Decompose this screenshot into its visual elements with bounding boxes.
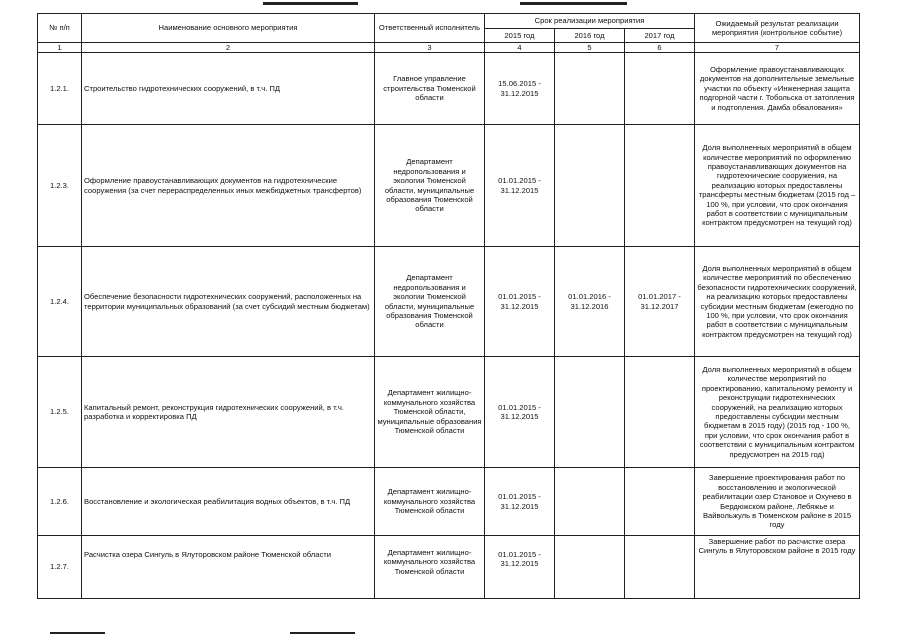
top-scan-mark-left bbox=[263, 2, 358, 5]
expected-result: Завершение работ по расчистке озера Сингуль в Ялуторовском районе в 2015 году bbox=[695, 536, 860, 599]
period-2015: 15.06.2015 - 31.12.2015 bbox=[485, 53, 555, 125]
responsible-party: Главное управление строительства Тюменской области bbox=[375, 53, 485, 125]
header-responsible: Ответственный исполнитель bbox=[375, 14, 485, 43]
period-2017 bbox=[625, 125, 695, 247]
period-2015: 01.01.2015 - 31.12.2015 bbox=[485, 468, 555, 536]
row-number: 1.2.7. bbox=[38, 536, 82, 599]
row-number: 1.2.3. bbox=[38, 125, 82, 247]
expected-result: Доля выполненных мероприятий в общем количестве мероприятий по обеспечению безопасности гидротехнических сооружений, на реализацию которых предоставлены субсидии местным бюджетам (ежегодно по 100 %, при условии, что срок окончания работ в соответствии с муниципальным контрактом предусмотрен на текущий год) bbox=[695, 247, 860, 357]
column-number: 6 bbox=[625, 43, 695, 53]
header-year-2017: 2017 год bbox=[625, 29, 695, 43]
period-2016 bbox=[555, 468, 625, 536]
activity-name: Строительство гидротехнических сооружений, в т.ч. ПД bbox=[82, 53, 375, 125]
activity-name: Расчистка озера Сингуль в Ялуторовском районе Тюменской области bbox=[82, 536, 375, 599]
activity-name: Оформление правоустанавливающих документов на гидротехнические сооружения (за счет перераспределенных иных межбюджетных трансфертов) bbox=[82, 125, 375, 247]
header-period: Срок реализации мероприятия bbox=[485, 14, 695, 29]
column-number: 7 bbox=[695, 43, 860, 53]
row-number: 1.2.6. bbox=[38, 468, 82, 536]
row-number: 1.2.1. bbox=[38, 53, 82, 125]
header-year-2015: 2015 год bbox=[485, 29, 555, 43]
column-number: 1 bbox=[38, 43, 82, 53]
table-row bbox=[38, 357, 860, 468]
activity-name: Восстановление и экологическая реабилитация водных объектов, в т.ч. ПД bbox=[82, 468, 375, 536]
period-2017 bbox=[625, 53, 695, 125]
header-result: Ожидаемый результат реализации мероприятия (контрольное событие) bbox=[695, 14, 860, 43]
responsible-party: Департамент жилищно-коммунального хозяйства Тюменской области, муниципальные образования Тюменской области bbox=[375, 357, 485, 468]
period-2016 bbox=[555, 53, 625, 125]
period-2017: 01.01.2017 - 31.12.2017 bbox=[625, 247, 695, 357]
period-2015: 01.01.2015 - 31.12.2015 bbox=[485, 536, 555, 599]
period-2015: 01.01.2015 - 31.12.2015 bbox=[485, 125, 555, 247]
period-2017 bbox=[625, 468, 695, 536]
period-2016: 01.01.2016 - 31.12.2016 bbox=[555, 247, 625, 357]
bottom-scan-mark-right bbox=[290, 632, 355, 634]
column-number: 5 bbox=[555, 43, 625, 53]
activity-name: Обеспечение безопасности гидротехнических сооружений, расположенных на территории муниципальных образований (за счет субсидий местным бюджетам) bbox=[82, 247, 375, 357]
activity-name: Капитальный ремонт, реконструкция гидротехнических сооружений, в т.ч. разработка и корректировка ПД bbox=[82, 357, 375, 468]
period-2015: 01.01.2015 - 31.12.2015 bbox=[485, 247, 555, 357]
top-scan-mark-right bbox=[520, 2, 627, 5]
period-2016 bbox=[555, 357, 625, 468]
period-2016 bbox=[555, 125, 625, 247]
table-row bbox=[38, 468, 860, 536]
responsible-party: Департамент недропользования и экологии Тюменской области, муниципальные образования Тюменской области bbox=[375, 125, 485, 247]
activities-table bbox=[37, 13, 860, 599]
period-2016 bbox=[555, 536, 625, 599]
period-2017 bbox=[625, 536, 695, 599]
column-number: 3 bbox=[375, 43, 485, 53]
row-number: 1.2.5. bbox=[38, 357, 82, 468]
bottom-scan-mark-left bbox=[50, 632, 105, 634]
table-row bbox=[38, 247, 860, 357]
responsible-party: Департамент недропользования и экологии Тюменской области, муниципальные образования Тюменской области bbox=[375, 247, 485, 357]
row-number: 1.2.4. bbox=[38, 247, 82, 357]
column-number-row bbox=[38, 43, 860, 53]
column-number: 2 bbox=[82, 43, 375, 53]
table-row bbox=[38, 53, 860, 125]
expected-result: Доля выполненных мероприятий в общем количестве мероприятий по проектированию, капитальному ремонту и реконструкции гидротехнических сооружений, на реализацию которых предоставлены субсидии местным бюджетам в 2015 году) (2015 год - 100 %, при условии, что срок окончания работ в соответствии с муниципальным контрактом предусмотрен на 2015 год) bbox=[695, 357, 860, 468]
header-num: № п/п bbox=[38, 14, 82, 43]
column-number: 4 bbox=[485, 43, 555, 53]
expected-result: Доля выполненных мероприятий в общем количестве мероприятий по оформлению правоустанавливающих документов на гидротехнические сооружения, на реализацию которых предоставлены трансферты местным бюджетам (2015 год – 100 %, при условии, что срок окончания работ в соответствии с муниципальным контрактом предусмотрен на текущий год) bbox=[695, 125, 860, 247]
period-2015: 01.01.2015 - 31.12.2015 bbox=[485, 357, 555, 468]
header-year-2016: 2016 год bbox=[555, 29, 625, 43]
responsible-party: Департамент жилищно-коммунального хозяйства Тюменской области bbox=[375, 468, 485, 536]
expected-result: Завершение проектирования работ по восстановлению и экологической реабилитации озер Становое и Охунево в Бердюжском районе, Лебяжье и Вайвольжуль в Тюменском районе в 2015 году bbox=[695, 468, 860, 536]
table-row bbox=[38, 536, 860, 599]
header-name: Наименование основного мероприятия bbox=[82, 14, 375, 43]
table-row bbox=[38, 125, 860, 247]
responsible-party: Департамент жилищно-коммунального хозяйства Тюменской области bbox=[375, 536, 485, 599]
period-2017 bbox=[625, 357, 695, 468]
expected-result: Оформление правоустанавливающих документов на дополнительные земельные участки по объекту «Инженерная защита подгорной части г. Тобольска от затопления и подтопления. Дамба обвалования» bbox=[695, 53, 860, 125]
